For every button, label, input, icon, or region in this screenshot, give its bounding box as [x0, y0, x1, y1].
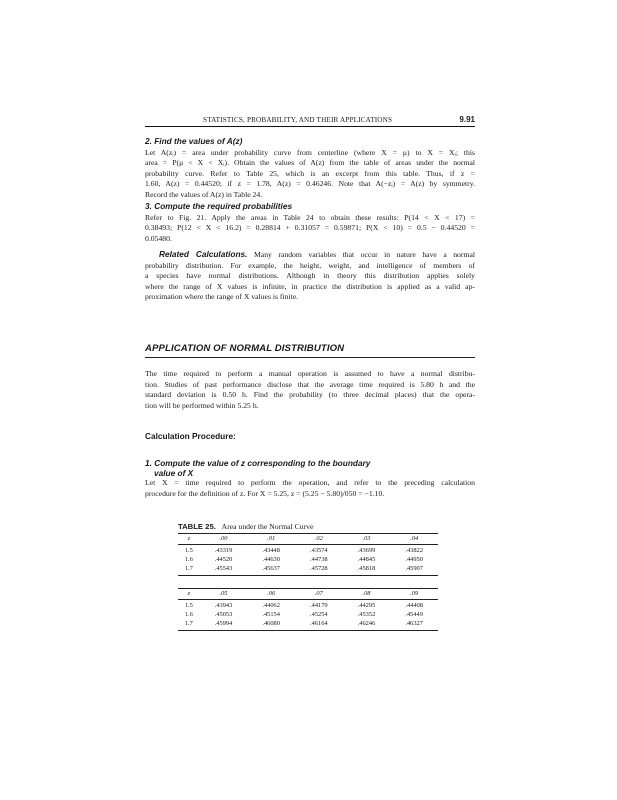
paragraph-line: proximation where the range of X values is finite. — [145, 292, 299, 302]
column-header: z — [187, 535, 191, 542]
table-cell: .45637 — [262, 565, 280, 572]
paragraph-line: 1.60, A(z) = 0.44520; if z = 1.78, A(z) = 0.46246. Note that A(−zᵢ) = A(z) by symmetry. — [145, 179, 475, 189]
paragraph-line: The time required to perform a manual operation is assumed to have a normal distribu- — [145, 369, 475, 378]
table-row — [178, 546, 438, 555]
column-header: .06 — [267, 590, 276, 597]
table-cell: 1.5 — [184, 602, 193, 609]
paragraph-line: tion will be performed within 5.25 h. — [145, 400, 259, 410]
table-cell: .45352 — [357, 611, 376, 618]
step-heading: 2. Find the values of A(z) — [145, 136, 243, 146]
table-cell: .43319 — [214, 547, 233, 554]
table-caption-text: Area under the Normal Curve — [221, 522, 314, 531]
table-cell: .43448 — [262, 547, 280, 554]
table-cell: .45818 — [357, 565, 376, 572]
related-label: Related Calculations. — [159, 249, 248, 259]
column-header: .03 — [362, 535, 371, 542]
table-part-2 — [178, 588, 438, 631]
table-part-1 — [178, 533, 438, 576]
table-rule — [178, 630, 438, 631]
table-cell: .45154 — [262, 611, 280, 618]
paragraph-line: area = P(μ < X < Xᵢ). Obtain the values of A(z) from the table of areas under the normal — [145, 158, 475, 168]
table-row — [178, 610, 438, 619]
table-cell: .44950 — [405, 556, 423, 563]
paragraph-line: 0.38493; P(12 < X < 16.2) = 0.28814 + 0.31057 = 0.59871; P(X < 10) = 0.5 − 0.44520 = — [145, 223, 475, 233]
table-cell: 1.6 — [184, 556, 193, 563]
table-cell: .46246 — [357, 620, 376, 627]
table-cell: .44520 — [214, 556, 233, 563]
table-row — [178, 601, 438, 610]
table-cell: .46164 — [310, 620, 328, 627]
table-cell: .45728 — [310, 565, 328, 572]
procedure-heading: Calculation Procedure: — [145, 431, 236, 441]
paragraph-line: tion. Studies of past performance disclose that the average time required is 5.80 h and the — [145, 379, 475, 389]
table-cell: .45053 — [214, 611, 233, 618]
column-header: .00 — [219, 535, 228, 542]
table-header-row — [178, 534, 438, 543]
table-cell: .45543 — [214, 565, 233, 572]
column-header: .05 — [219, 590, 228, 597]
table-cell: .44738 — [310, 556, 328, 563]
table-cell: .45254 — [310, 611, 328, 618]
step-compute-probabilities — [145, 201, 475, 244]
table-cell: .46080 — [262, 620, 280, 627]
step-heading-cont: value of X — [154, 468, 194, 478]
table-cell: 1.5 — [184, 547, 193, 554]
table-cell: .44408 — [405, 602, 423, 609]
table-cell: .44845 — [357, 556, 376, 563]
table-cell: .44062 — [262, 602, 280, 609]
table-row — [178, 619, 438, 628]
table-row — [178, 564, 438, 573]
table-cell: .45449 — [405, 611, 423, 618]
paragraph-line: Refer to Fig. 21. Apply the areas in Table 24 to obtain these results: P(14 < X < 17) = — [145, 212, 475, 222]
column-header: .08 — [362, 590, 371, 597]
table-rule — [178, 544, 438, 545]
paragraph-line: Record the values of A(z) in Table 24. — [145, 189, 263, 199]
running-title: STATISTICS, PROBABILITY, AND THEIR APPLICATIONS — [203, 116, 393, 124]
table-cell: .45994 — [214, 620, 233, 627]
related-calculations — [145, 249, 475, 303]
section-rule — [145, 357, 475, 358]
table-label: TABLE 25. — [178, 522, 216, 531]
paragraph-line: Let A(zᵢ) = area under probability curve from centerline (where X = μ) to X = Xᵢ; this — [145, 147, 475, 157]
paragraph-line: where the range of X values is infinite, in practice the distribution is applied as a valid ap- — [145, 281, 475, 291]
normal-table — [178, 534, 438, 573]
paragraph-line: a species have normal distributions. Although in theory this distribution applies solely — [145, 271, 475, 281]
table-cell: 1.6 — [184, 611, 193, 618]
header-rule — [145, 126, 475, 127]
section-title: APPLICATION OF NORMAL DISTRIBUTION — [145, 343, 345, 354]
column-header: z — [187, 590, 191, 597]
column-header: .02 — [314, 535, 323, 542]
paragraph-line: procedure for the definition of z. For X = 5.25, z = (5.25 − 5.80)/050 = −1.10. — [145, 488, 385, 498]
table-cell: .43943 — [214, 602, 233, 609]
paragraph-line: Let X = time required to perform the operation, and refer to the preceding calculation — [145, 478, 475, 487]
page-number: 9.91 — [459, 115, 475, 124]
paragraph-line — [145, 249, 475, 261]
paragraph-line: probability curve. Refer to Table 25, which is an excerpt from this table. Thus, if z = — [145, 168, 475, 178]
table-rule — [178, 575, 438, 576]
table-header-row — [178, 589, 438, 598]
table-row — [178, 555, 438, 564]
column-header: .04 — [410, 535, 419, 542]
table-cell: 1.7 — [184, 620, 193, 627]
table-cell: .43822 — [405, 547, 423, 554]
table-cell: .44630 — [262, 556, 280, 563]
step-heading: 3. Compute the required probabilities — [145, 201, 293, 211]
problem-statement — [145, 369, 475, 411]
related-first-line: Many random variables that occur in nature have a normal — [247, 250, 475, 259]
step-compute-z — [145, 458, 475, 499]
table-caption — [178, 522, 313, 531]
paragraph-line: 0.05480. — [145, 233, 172, 243]
paragraph-line: probability distribution. For example, the height, weight, and intelligence of members of — [145, 260, 475, 270]
step-find-values — [145, 136, 475, 201]
column-header: .01 — [267, 535, 276, 542]
column-header: .09 — [410, 590, 419, 597]
table-cell: 1.7 — [184, 565, 193, 572]
table-cell: .43699 — [357, 547, 376, 554]
table-cell: .44295 — [357, 602, 376, 609]
table-cell: .44179 — [310, 602, 328, 609]
paragraph-line: standard deviation is 0.50 h. Find the probability (to three decimal places) that the opera- — [145, 390, 475, 400]
normal-table — [178, 589, 438, 628]
table-cell: .43574 — [310, 547, 328, 554]
table-cell: .45907 — [405, 565, 423, 572]
table-rule — [178, 599, 438, 600]
column-header: .07 — [314, 590, 323, 597]
step-heading: 1. Compute the value of z corresponding to the boundary — [145, 458, 371, 468]
table-cell: .46327 — [405, 620, 423, 627]
